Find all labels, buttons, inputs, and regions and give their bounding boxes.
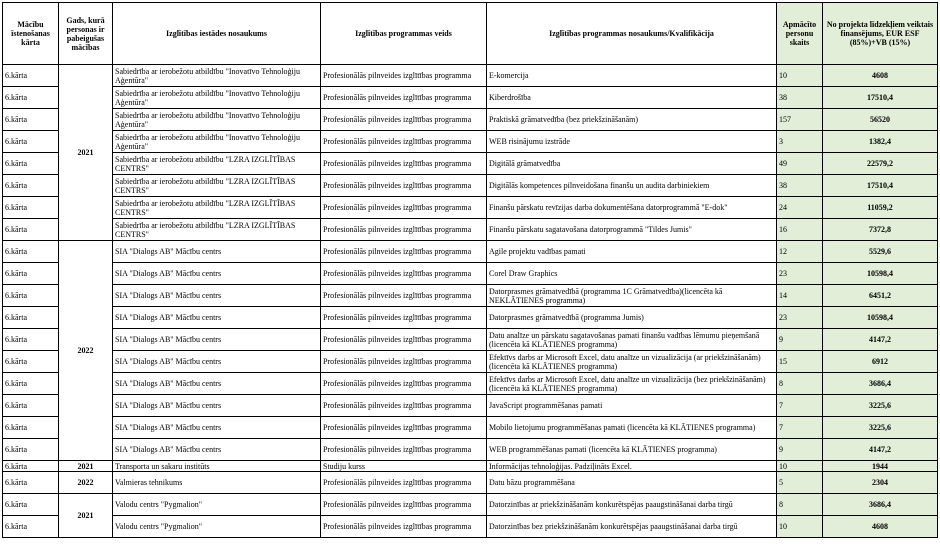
table-row [3, 395, 938, 417]
cell-funding: 7372,8 [823, 219, 938, 241]
header-year: Gads, kurā personas ir pabeigušas mācības [59, 3, 113, 65]
cell-program-name: Digitālās kompetences pilnveidošana finanšu un audita darbiniekiem [487, 175, 777, 197]
cell-funding: 1382,4 [823, 131, 938, 153]
cell-institution: Transporta un sakaru institūts [113, 461, 321, 472]
cell-program-type: Profesionālās pilnveides izglītības programma [321, 241, 487, 263]
cell-trained-count: 5 [777, 472, 823, 494]
cell-institution: Sabiedrība ar ierobežotu atbildību "Inovatīvo Tehnoloģiju Aģentūra" [113, 131, 321, 153]
header-program-type: Izglītības programmas veids [321, 3, 487, 65]
cell-program-type: Studiju kurss [321, 461, 487, 472]
cell-program-name: WEB risinājumu izstrāde [487, 131, 777, 153]
cell-trained-count: 15 [777, 351, 823, 373]
table-row [3, 109, 938, 131]
cell-institution: Sabiedrība ar ierobežotu atbildību "LZRA IZGLĪTĪBAS CENTRS" [113, 197, 321, 219]
table-row [3, 131, 938, 153]
cell-institution: Sabiedrība ar ierobežotu atbildību "Inovatīvo Tehnoloģiju Aģentūra" [113, 65, 321, 87]
cell-trained-count: 49 [777, 153, 823, 175]
cell-trained-count: 3 [777, 131, 823, 153]
cell-institution: Valodu centrs "Pygmalion" [113, 494, 321, 516]
cell-program-name: JavaScript programmēšanas pamati [487, 395, 777, 417]
cell-round: 6.kārta [3, 494, 59, 516]
cell-funding: 3225,6 [823, 417, 938, 439]
cell-program-name: Datorzinības bez priekšzināšanām konkurētspējas paaugstināšanai darba tirgū [487, 516, 777, 538]
cell-program-type: Profesionālās pilnveides izglītības programma [321, 153, 487, 175]
cell-year: 2021 [59, 65, 113, 241]
cell-trained-count: 38 [777, 175, 823, 197]
cell-round: 6.kārta [3, 175, 59, 197]
cell-funding: 11059,2 [823, 197, 938, 219]
table-row [3, 439, 938, 461]
cell-trained-count: 16 [777, 219, 823, 241]
cell-program-name: Agile projektu vadības pamati [487, 241, 777, 263]
cell-round: 6.kārta [3, 373, 59, 395]
cell-program-name: Digitālā grāmatvedība [487, 153, 777, 175]
table-body [3, 65, 938, 538]
table-row [3, 175, 938, 197]
cell-institution: Sabiedrība ar ierobežotu atbildību "Inovatīvo Tehnoloģiju Aģentūra" [113, 87, 321, 109]
cell-institution: SIA "Dialogs AB" Mācību centrs [113, 395, 321, 417]
cell-trained-count: 8 [777, 373, 823, 395]
header-round: Mācību īstenošanas kārta [3, 3, 59, 65]
cell-funding: 56520 [823, 109, 938, 131]
cell-program-type: Profesionālās pilnveides izglītības programma [321, 351, 487, 373]
table-row [3, 285, 938, 307]
cell-funding: 5529,6 [823, 241, 938, 263]
table-row [3, 87, 938, 109]
table-row [3, 461, 938, 472]
header-trained-count: Apmācīto personu skaits [777, 3, 823, 65]
table-row [3, 65, 938, 87]
header-institution: Izglītības iestādes nosaukums [113, 3, 321, 65]
cell-program-name: Praktiskā grāmatvedība (bez priekšzināšanām) [487, 109, 777, 131]
cell-program-name: Efektīvs darbs ar Microsoft Excel, datu analīze un vizualizācija (ar priekšzināšanām) (licencēta kā KLĀTIENES programma) [487, 351, 777, 373]
cell-round: 6.kārta [3, 65, 59, 87]
cell-program-name: Mobilo lietojumu programmēšanas pamati (licencēta kā KLĀTIENES programma) [487, 417, 777, 439]
cell-institution: Sabiedrība ar ierobežotu atbildību "LZRA IZGLĪTĪBAS CENTRS" [113, 153, 321, 175]
cell-round: 6.kārta [3, 219, 59, 241]
cell-program-name: Datu analīze un pārskatu sagatavošanas pamati finanšu vadības lēmumu pieņemšanā (licencēta kā KLĀTIENES programma) [487, 329, 777, 351]
cell-institution: SIA "Dialogs AB" Mācību centrs [113, 241, 321, 263]
cell-trained-count: 7 [777, 395, 823, 417]
table-row [3, 263, 938, 285]
cell-program-type: Profesionālās pilnveides izglītības programma [321, 65, 487, 87]
cell-program-type: Profesionālās pilnveides izglītības programma [321, 329, 487, 351]
cell-program-type: Profesionālās pilnveides izglītības programma [321, 197, 487, 219]
cell-funding: 10598,4 [823, 307, 938, 329]
cell-program-name: WEB programmēšanas pamati (licencēta kā KLĀTIENES programma) [487, 439, 777, 461]
cell-program-name: Datu bāzu programmēšana [487, 472, 777, 494]
cell-program-name: Informācijas tehnoloģijas. Padziļināts Excel. [487, 461, 777, 472]
cell-round: 6.kārta [3, 461, 59, 472]
cell-program-name: Finanšu pārskatu sagatavošana datorprogrammā "Tildes Jumis" [487, 219, 777, 241]
cell-trained-count: 8 [777, 494, 823, 516]
cell-year: 2022 [59, 472, 113, 494]
cell-funding: 4147,2 [823, 329, 938, 351]
table-row [3, 351, 938, 373]
cell-trained-count: 10 [777, 65, 823, 87]
cell-institution: Sabiedrība ar ierobežotu atbildību "LZRA IZGLĪTĪBAS CENTRS" [113, 175, 321, 197]
cell-round: 6.kārta [3, 395, 59, 417]
cell-institution: SIA "Dialogs AB" Mācību centrs [113, 307, 321, 329]
header-funding: No projekta līdzekļiem veiktais finansējums, EUR ESF (85%)+VB (15%) [823, 3, 938, 65]
cell-program-type: Profesionālās pilnveides izglītības programma [321, 109, 487, 131]
cell-institution: SIA "Dialogs AB" Mācību centrs [113, 285, 321, 307]
cell-institution: SIA "Dialogs AB" Mācību centrs [113, 417, 321, 439]
cell-round: 6.kārta [3, 153, 59, 175]
table-row [3, 241, 938, 263]
cell-institution: SIA "Dialogs AB" Mācību centrs [113, 351, 321, 373]
cell-funding: 6912 [823, 351, 938, 373]
cell-round: 6.kārta [3, 329, 59, 351]
cell-trained-count: 157 [777, 109, 823, 131]
cell-round: 6.kārta [3, 241, 59, 263]
cell-trained-count: 24 [777, 197, 823, 219]
cell-round: 6.kārta [3, 87, 59, 109]
table-row [3, 373, 938, 395]
table-row [3, 197, 938, 219]
cell-round: 6.kārta [3, 285, 59, 307]
cell-program-name: Finanšu pārskatu revīzijas darba dokumentēšana datorprogrammā "E-dok" [487, 197, 777, 219]
cell-funding: 3225,6 [823, 395, 938, 417]
table-row [3, 153, 938, 175]
cell-round: 6.kārta [3, 351, 59, 373]
cell-funding: 1944 [823, 461, 938, 472]
cell-trained-count: 10 [777, 516, 823, 538]
cell-institution: SIA "Dialogs AB" Mācību centrs [113, 373, 321, 395]
cell-round: 6.kārta [3, 197, 59, 219]
cell-trained-count: 9 [777, 329, 823, 351]
cell-program-name: Kiberdrošība [487, 87, 777, 109]
cell-year: 2022 [59, 241, 113, 461]
cell-funding: 3686,4 [823, 373, 938, 395]
cell-institution: Valmieras tehnikums [113, 472, 321, 494]
cell-program-type: Profesionālās pilnveides izglītības programma [321, 219, 487, 241]
cell-institution: Sabiedrība ar ierobežotu atbildību "Inovatīvo Tehnoloģiju Aģentūra" [113, 109, 321, 131]
cell-program-type: Profesionālās pilnveides izglītības programma [321, 87, 487, 109]
cell-round: 6.kārta [3, 307, 59, 329]
table-row [3, 417, 938, 439]
cell-program-name: Corel Draw Graphics [487, 263, 777, 285]
cell-trained-count: 9 [777, 439, 823, 461]
cell-funding: 4608 [823, 516, 938, 538]
cell-institution: SIA "Dialogs AB" Mācību centrs [113, 263, 321, 285]
cell-year: 2021 [59, 494, 113, 538]
cell-program-name: Datorprasmes grāmatvedībā (programma Jumis) [487, 307, 777, 329]
cell-program-type: Profesionālās pilnveides izglītības programma [321, 285, 487, 307]
table-row [3, 472, 938, 494]
cell-program-name: Efektīvs darbs ar Microsoft Excel, datu analīze un vizualizācija (bez priekšzināšanām) (licencēta kā KLĀTIENES programma) [487, 373, 777, 395]
table-row [3, 516, 938, 538]
cell-round: 6.kārta [3, 131, 59, 153]
cell-institution: SIA "Dialogs AB" Mācību centrs [113, 329, 321, 351]
cell-program-type: Profesionālās pilnveides izglītības programma [321, 439, 487, 461]
cell-funding: 10598,4 [823, 263, 938, 285]
cell-year: 2021 [59, 461, 113, 472]
cell-program-name: Datorprasmes grāmatvedībā (programma 1C Grāmatvedība)(licencēta kā NEKLĀTIENES programma) [487, 285, 777, 307]
cell-program-type: Profesionālās pilnveides izglītības programma [321, 417, 487, 439]
cell-program-type: Profesionālās pilnveides izglītības programma [321, 494, 487, 516]
cell-funding: 17510,4 [823, 175, 938, 197]
cell-funding: 3686,4 [823, 494, 938, 516]
table-row [3, 494, 938, 516]
table-row [3, 329, 938, 351]
training-results-table [2, 2, 938, 538]
cell-institution: Sabiedrība ar ierobežotu atbildību "LZRA IZGLĪTĪBAS CENTRS" [113, 219, 321, 241]
cell-funding: 2304 [823, 472, 938, 494]
cell-trained-count: 7 [777, 417, 823, 439]
cell-institution: Valodu centrs "Pygmalion" [113, 516, 321, 538]
cell-program-type: Profesionālās pilnveides izglītības programma [321, 307, 487, 329]
cell-program-type: Profesionālās pilnveides izglītības programma [321, 395, 487, 417]
cell-trained-count: 23 [777, 263, 823, 285]
header-row [3, 3, 938, 65]
cell-round: 6.kārta [3, 417, 59, 439]
cell-funding: 22579,2 [823, 153, 938, 175]
header-program-name: Izglītības programmas nosaukums/Kvalifikācija [487, 3, 777, 65]
cell-program-type: Profesionālās pilnveides izglītības programma [321, 131, 487, 153]
cell-funding: 4608 [823, 65, 938, 87]
cell-trained-count: 12 [777, 241, 823, 263]
cell-funding: 6451,2 [823, 285, 938, 307]
cell-round: 6.kārta [3, 516, 59, 538]
table-row [3, 307, 938, 329]
cell-program-type: Profesionālās pilnveides izglītības programma [321, 373, 487, 395]
cell-round: 6.kārta [3, 263, 59, 285]
cell-institution: SIA "Dialogs AB" Mācību centrs [113, 439, 321, 461]
cell-round: 6.kārta [3, 472, 59, 494]
cell-trained-count: 23 [777, 307, 823, 329]
cell-program-type: Profesionālās pilnveides izglītības programma [321, 516, 487, 538]
cell-trained-count: 10 [777, 461, 823, 472]
cell-trained-count: 38 [777, 87, 823, 109]
cell-round: 6.kārta [3, 439, 59, 461]
cell-program-type: Profesionālās pilnveides izglītības programma [321, 263, 487, 285]
cell-program-type: Profesionālās pilnveides izglītības programma [321, 175, 487, 197]
cell-round: 6.kārta [3, 109, 59, 131]
cell-funding: 4147,2 [823, 439, 938, 461]
cell-trained-count: 14 [777, 285, 823, 307]
table-row [3, 219, 938, 241]
cell-funding: 17510,4 [823, 87, 938, 109]
cell-program-name: Datorzinības ar priekšzināšanām konkurētspējas paaugstināšanai darba tirgū [487, 494, 777, 516]
cell-program-name: E-komercija [487, 65, 777, 87]
cell-program-type: Profesionālās pilnveides izglītības programma [321, 472, 487, 494]
